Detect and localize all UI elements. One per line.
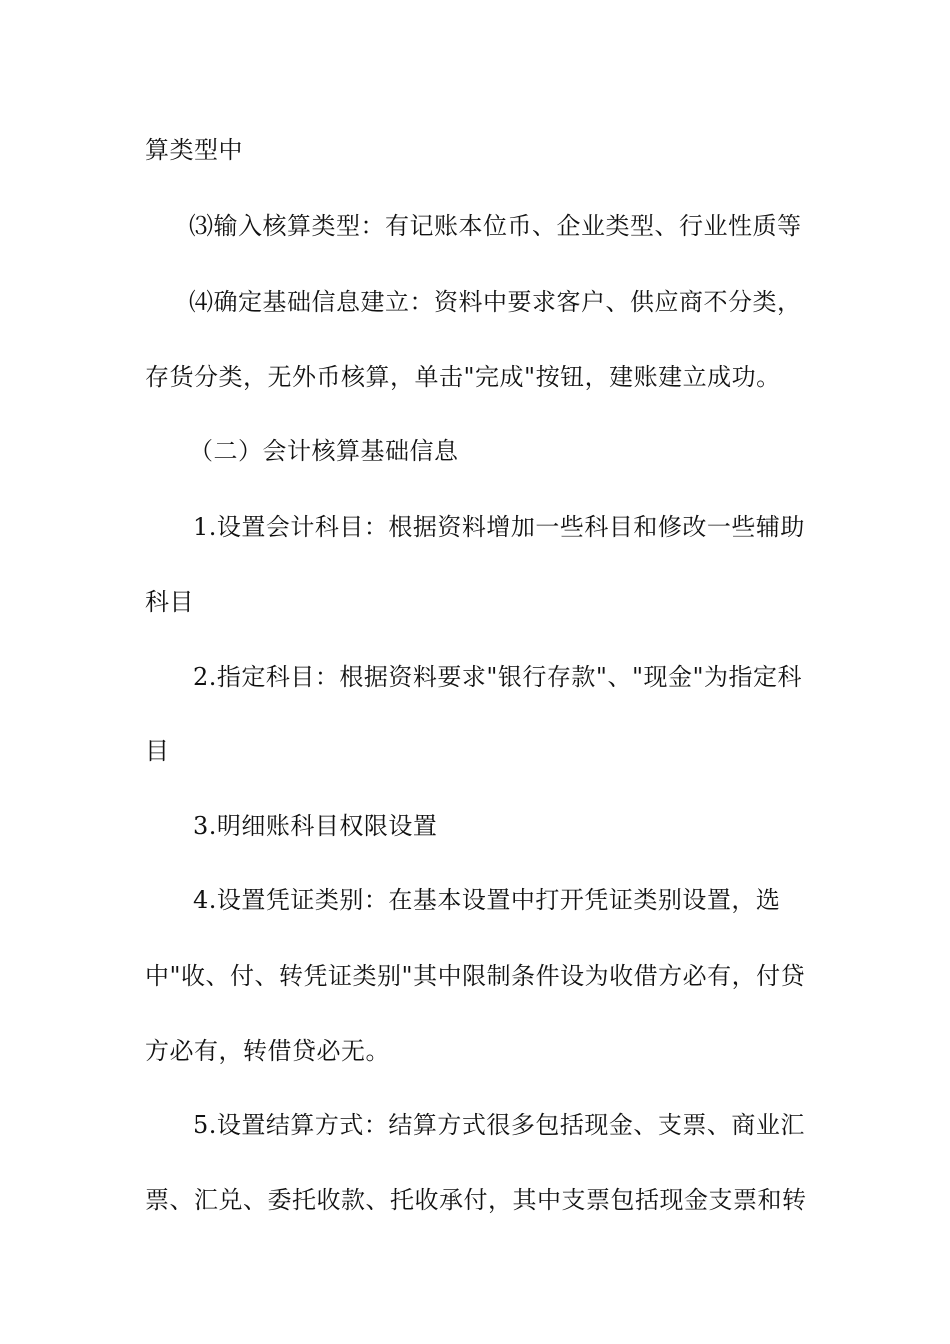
text-line: ⑷确定基础信息建立：资料中要求客户、供应商不分类， xyxy=(189,288,802,316)
text-line: 科目 xyxy=(145,588,194,616)
text-line: 方必有，转借贷必无。 xyxy=(145,1037,390,1065)
text-line: 2.指定科目：根据资料要求"银行存款"、"现金"为指定科 xyxy=(193,663,803,691)
text-line: 中"收、付、转凭证类别"其中限制条件设为收借方必有，付贷 xyxy=(145,962,806,990)
text-line: 票、汇兑、委托收款、托收承付，其中支票包括现金支票和转 xyxy=(145,1186,807,1214)
text-line: 4.设置凭证类别：在基本设置中打开凭证类别设置，选 xyxy=(193,886,781,914)
text-line: 目 xyxy=(145,737,170,765)
text-line: 5.设置结算方式：结算方式很多包括现金、支票、商业汇 xyxy=(193,1111,805,1139)
text-line: 存货分类，无外币核算，单击"完成"按钮，建账建立成功。 xyxy=(145,363,781,391)
text-line: 1.设置会计科目：根据资料增加一些科目和修改一些辅助 xyxy=(193,513,805,541)
text-line: 3.明细账科目权限设置 xyxy=(193,812,438,840)
section-heading: （二）会计核算基础信息 xyxy=(189,437,459,465)
text-line: ⑶输入核算类型：有记账本位币、企业类型、行业性质等 xyxy=(189,212,802,240)
text-line: 算类型中 xyxy=(145,136,243,164)
